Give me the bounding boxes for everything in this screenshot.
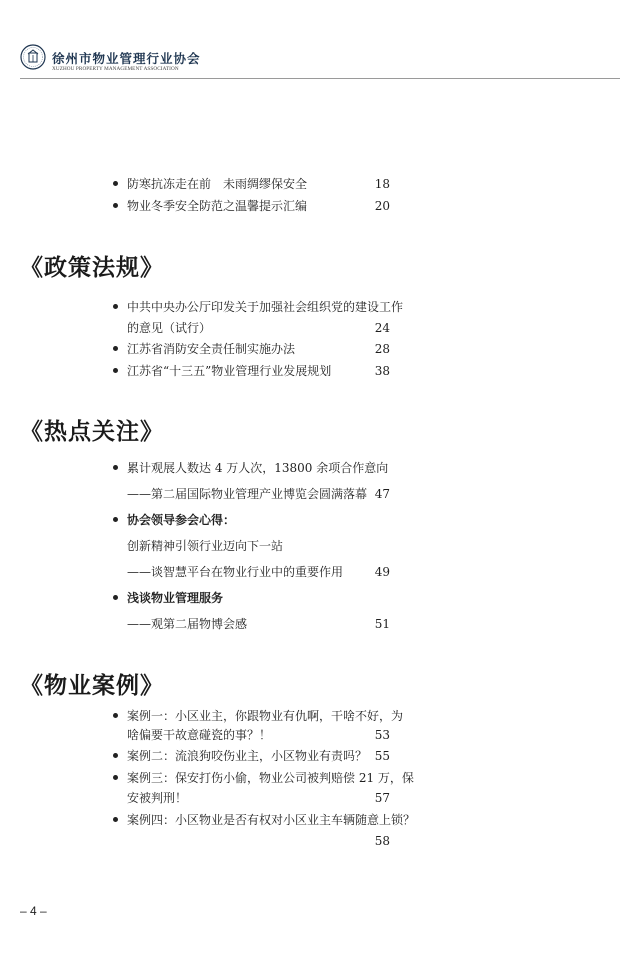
toc-entry xyxy=(0,745,640,767)
org-name-en: XUZHOU PROPERTY MANAGEMENT ASSOCIATION xyxy=(52,66,179,72)
bullet-icon xyxy=(113,817,118,822)
toc-entry xyxy=(0,509,640,531)
toc-entry-page: 38 xyxy=(374,364,390,378)
toc-entry-page: 18 xyxy=(374,177,390,191)
toc-entry-continuation xyxy=(0,317,640,339)
bullet-icon xyxy=(113,368,118,373)
section-heading: 《热点关注》 xyxy=(20,418,164,445)
toc-entry-page: 58 xyxy=(374,834,390,848)
toc-entry-title: 物业冬季安全防范之温馨提示汇编 xyxy=(127,199,308,213)
toc-entry-title: ——谈智慧平台在物业行业中的重要作用 xyxy=(127,565,344,579)
toc-entry-title: 啥偏要干故意碰瓷的事？！ xyxy=(127,728,272,742)
toc-entry xyxy=(0,587,640,609)
toc-entry-continuation xyxy=(0,483,640,505)
toc-entry xyxy=(0,195,640,217)
toc-entry-page: 55 xyxy=(374,749,390,763)
toc-entry xyxy=(0,360,640,382)
bullet-icon xyxy=(113,203,118,208)
toc-entry-page: 47 xyxy=(374,487,390,501)
toc-entry xyxy=(0,173,640,195)
toc-entry-title: 中共中央办公厅印发关于加强社会组织党的建设工作 xyxy=(127,300,404,314)
bullet-icon xyxy=(113,181,118,186)
toc-entry-title: 安被判刑！ xyxy=(127,791,188,805)
toc-entry-continuation xyxy=(0,724,640,746)
toc-entry-title: 案例二：流浪狗咬伤业主，小区物业有责吗？ xyxy=(127,749,368,763)
bullet-icon xyxy=(113,346,118,351)
toc-entry-continuation xyxy=(0,613,640,635)
toc-entry-continuation xyxy=(0,787,640,809)
org-name-cn: 徐州市物业管理行业协会 xyxy=(52,51,201,66)
toc-entry-page: 24 xyxy=(374,321,390,335)
toc-entry xyxy=(0,809,640,831)
association-emblem-icon xyxy=(20,44,46,70)
toc-entry-title: 累计观展人数达 4 万人次，13800 余项合作意向 xyxy=(127,461,389,475)
bullet-icon xyxy=(113,465,118,470)
toc-entry-page: 51 xyxy=(374,617,390,631)
toc-entry-page: 28 xyxy=(374,342,390,356)
page-number: – 4 – xyxy=(20,904,47,918)
toc-entry-page: 20 xyxy=(374,199,390,213)
toc-entry-continuation xyxy=(0,561,640,583)
toc-entry-continuation xyxy=(0,535,640,557)
toc-entry-title: 案例四：小区物业是否有权对小区业主车辆随意上锁？ xyxy=(127,813,416,827)
toc-entry-title: 江苏省消防安全责任制实施办法 xyxy=(127,342,296,356)
section-heading: 《物业案例》 xyxy=(20,672,164,699)
toc-entry-title: 案例三：保安打伤小偷，物业公司被判赔偿 21 万，保 xyxy=(127,771,414,785)
toc-entry-title: 协会领导参会心得： xyxy=(127,513,236,527)
bullet-icon xyxy=(113,775,118,780)
section-heading: 《政策法规》 xyxy=(20,254,164,281)
toc-entry xyxy=(0,767,640,789)
bullet-icon xyxy=(113,517,118,522)
page-header xyxy=(0,0,640,80)
toc-entry xyxy=(0,338,640,360)
bullet-icon xyxy=(113,713,118,718)
toc-entry-page: 53 xyxy=(374,728,390,742)
bullet-icon xyxy=(113,595,118,600)
bullet-icon xyxy=(113,753,118,758)
bullet-icon xyxy=(113,304,118,309)
toc-entry xyxy=(0,296,640,318)
toc-entry-title: 防寒抗冻走在前 未雨绸缪保安全 xyxy=(127,177,308,191)
toc-entry-page: 49 xyxy=(374,565,390,579)
toc-entry-title: 江苏省“十三五”物业管理行业发展规划 xyxy=(127,364,332,378)
toc-entry-title: 浅谈物业管理服务 xyxy=(127,591,224,605)
toc-entry-title: ——观第二届物博会感 xyxy=(127,617,248,631)
toc-entry-title: 的意见（试行） xyxy=(127,321,212,335)
toc-entry-continuation xyxy=(0,830,640,852)
toc-entry-title: 案例一：小区业主，你跟物业有仇啊，干啥不好，为 xyxy=(127,709,404,723)
toc-entry xyxy=(0,457,640,479)
toc-entry-title: ——第二届国际物业管理产业博览会圆满落幕 xyxy=(127,487,368,501)
toc-entry-title: 创新精神引领行业迈向下一站 xyxy=(127,539,284,553)
toc-entry-page: 57 xyxy=(374,791,390,805)
header-divider xyxy=(20,78,620,79)
